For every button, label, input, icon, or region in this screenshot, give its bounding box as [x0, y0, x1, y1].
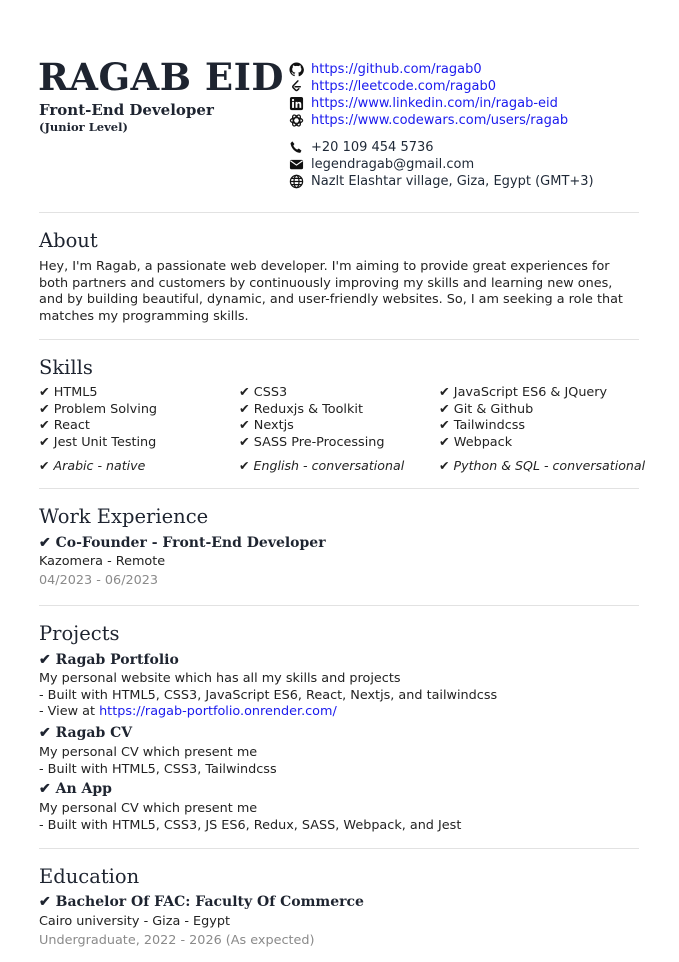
- company-name: Kazomera - Remote: [39, 554, 166, 569]
- skill-item: ✔ Nextjs: [239, 418, 294, 434]
- job-level: (Junior Level): [39, 120, 128, 134]
- project-description: [39, 671, 639, 721]
- github-link[interactable]: https://github.com/ragab0: [311, 62, 482, 77]
- codewars-icon: [289, 113, 304, 128]
- skill-item: ✔ CSS3: [239, 385, 288, 400]
- skill-item: ✔ JavaScript ES6 & JQuery: [439, 385, 608, 400]
- project-title: ✔ Ragab Portfolio: [39, 652, 179, 668]
- skills-heading: Skills: [39, 356, 93, 379]
- linkedin-link[interactable]: https://www.linkedin.com/in/ragab-eid: [311, 96, 558, 111]
- school-name: Cairo university - Giza - Egypt: [39, 914, 230, 929]
- language-item: ✔ Python & SQL - conversational: [439, 458, 646, 473]
- skill-item: ✔ Git & Github: [439, 401, 534, 417]
- project-title: ✔ An App: [39, 781, 112, 797]
- project-tech: - Built with HTML5, CSS3, JavaScript ES6, React, Nextjs, and tailwindcss: [39, 687, 498, 703]
- project-description: [39, 745, 639, 778]
- linkedin-icon: [289, 96, 304, 111]
- languages-row: [39, 458, 646, 473]
- job-dates: 04/2023 - 06/2023: [39, 573, 159, 588]
- skill-item: ✔ Reduxjs & Toolkit: [239, 401, 363, 417]
- education-heading: Education: [39, 865, 140, 888]
- divider: [39, 848, 639, 849]
- portfolio-link[interactable]: https://ragab-portfolio.onrender.com/: [99, 704, 337, 720]
- divider: [39, 488, 639, 489]
- education-status: Undergraduate, 2022 - 2026 (As expected): [39, 933, 315, 948]
- language-item: ✔ English - conversational: [239, 458, 405, 473]
- contact-list: [289, 61, 594, 190]
- skill-item: ✔ Problem Solving: [39, 401, 158, 417]
- skill-item: ✔ Tailwindcss: [439, 418, 526, 434]
- skill-item: ✔ Jest Unit Testing: [39, 434, 157, 450]
- experience-heading: Work Experience: [39, 505, 209, 528]
- job-title: ✔ Co-Founder - Front-End Developer: [39, 535, 326, 551]
- divider: [39, 339, 639, 340]
- project-title: ✔ Ragab CV: [39, 725, 133, 741]
- codewars-link[interactable]: https://www.codewars.com/users/ragab: [311, 113, 569, 128]
- project-summary: My personal CV which present me: [39, 801, 258, 816]
- contact-phone: [289, 139, 594, 156]
- projects-heading: Projects: [39, 622, 120, 645]
- skill-item: ✔ SASS Pre-Processing: [239, 434, 385, 450]
- email-address: legendragab@gmail.com: [311, 157, 475, 172]
- project-summary: My personal website which has all my skills and projects: [39, 671, 401, 686]
- skill-item: ✔ React: [39, 418, 90, 434]
- divider: [39, 605, 639, 606]
- phone-icon: [289, 140, 304, 155]
- globe-icon: [289, 174, 304, 189]
- about-heading: About: [39, 229, 98, 252]
- project-view-line: [39, 704, 639, 721]
- envelope-icon: [289, 157, 304, 172]
- contact-email: [289, 156, 594, 173]
- project-tech: - Built with HTML5, CSS3, JS ES6, Redux, SASS, Webpack, and Jest: [39, 817, 462, 833]
- contact-leetcode[interactable]: [289, 78, 594, 95]
- view-label: - View at: [39, 704, 100, 720]
- job-role: Front-End Developer: [39, 101, 214, 119]
- leetcode-link[interactable]: https://leetcode.com/ragab0: [311, 79, 496, 94]
- divider: [39, 212, 639, 213]
- about-text: Hey, I'm Ragab, a passionate web developer. I'm aiming to provide great experiences for both partners and customers by continuously improving my skills and learning new ones, and by building beautiful, dynamic, and user-friendly websites. So, I am seeking a role that matches my programming skills.: [39, 259, 623, 324]
- language-item: ✔ Arabic - native: [39, 458, 146, 473]
- project-tech: - Built with HTML5, CSS3, Tailwindcss: [39, 761, 277, 777]
- leetcode-icon: [289, 79, 304, 94]
- skill-item: ✔ HTML5: [39, 385, 98, 400]
- skills-grid: [39, 385, 639, 451]
- candidate-name: RAGAB EID: [38, 55, 285, 99]
- contact-github[interactable]: [289, 61, 594, 78]
- phone-number: +20 109 454 5736: [311, 140, 434, 155]
- project-description: [39, 801, 639, 834]
- project-summary: My personal CV which present me: [39, 745, 258, 760]
- contact-location: [289, 173, 594, 190]
- degree-title: ✔ Bachelor Of FAC: Faculty Of Commerce: [39, 894, 364, 910]
- contact-codewars[interactable]: [289, 112, 594, 129]
- location-text: Nazlt Elashtar village, Giza, Egypt (GMT+3): [311, 174, 594, 189]
- contact-linkedin[interactable]: [289, 95, 594, 112]
- skill-item: ✔ Webpack: [439, 434, 513, 450]
- github-icon: [289, 62, 304, 77]
